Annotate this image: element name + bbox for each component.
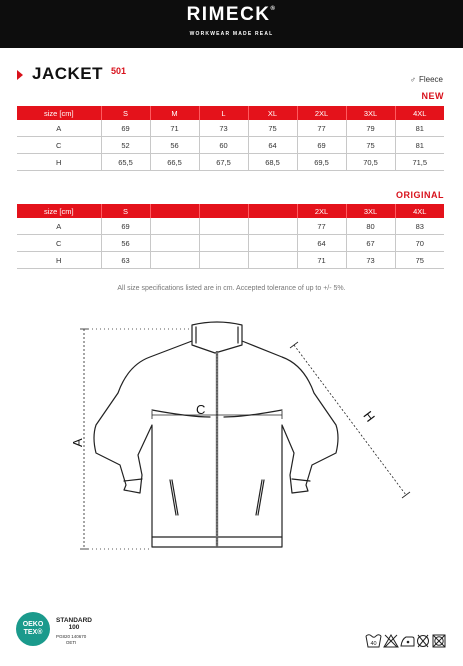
care-symbols xyxy=(365,632,447,650)
dimension-h-line xyxy=(294,345,406,495)
standard-line1: STANDARD xyxy=(56,617,92,624)
tex-label: TEX® xyxy=(23,629,43,636)
dimension-h-tick-top xyxy=(290,342,298,348)
certificate-line2: OETI xyxy=(65,640,77,645)
table-cell: 68,5 xyxy=(248,154,297,171)
table-cell: 69,5 xyxy=(297,154,346,171)
tolerance-note: All size specifications listed are in cm. Accepted tolerance of up to +/- 5%. xyxy=(117,285,346,292)
brand-name: RIMECK xyxy=(186,4,271,25)
table-cell: 73 xyxy=(199,120,248,137)
table-cell: 83 xyxy=(395,218,444,235)
no-bleach-icon xyxy=(384,635,398,647)
table-row xyxy=(17,252,444,269)
table-header-row xyxy=(17,204,444,218)
header-cell: L xyxy=(199,106,248,120)
oeko-tex-badge xyxy=(16,612,50,646)
brand-header xyxy=(0,0,463,48)
no-tumble-dry-icon xyxy=(433,635,445,647)
table-cell: 52 xyxy=(101,137,150,154)
header-cell: size [cm] xyxy=(17,106,101,120)
product-title: JACKET xyxy=(32,64,104,83)
title-arrow-icon xyxy=(17,70,23,80)
table-cell: H xyxy=(17,252,101,269)
table-cell: 70 xyxy=(395,235,444,252)
table-cell: H xyxy=(17,154,101,171)
brand-reg-mark: ® xyxy=(270,6,277,12)
no-dry-clean-icon xyxy=(418,635,429,647)
wash-40-icon xyxy=(366,635,381,647)
standard-line2: 100 xyxy=(68,624,80,631)
table-cell: 65,5 xyxy=(101,154,150,171)
dimension-a-label: A xyxy=(70,438,85,447)
header-cell: M xyxy=(150,106,199,120)
header-cell: 2XL xyxy=(297,106,346,120)
header-cell-empty xyxy=(150,204,199,218)
header-cell: 3XL xyxy=(346,204,395,218)
table-cell xyxy=(199,252,248,269)
table-cell: 80 xyxy=(346,218,395,235)
table-cell: 56 xyxy=(101,235,150,252)
wash-temp-label: 40 xyxy=(370,641,377,647)
header-cell: XL xyxy=(248,106,297,120)
table-cell: 71,5 xyxy=(395,154,444,171)
table-cell: C xyxy=(17,235,101,252)
table-cell: 75 xyxy=(395,252,444,269)
table-row xyxy=(17,154,444,171)
table-cell: 64 xyxy=(297,235,346,252)
header-cell: size [cm] xyxy=(17,204,101,218)
table-cell xyxy=(150,235,199,252)
header-cell: 3XL xyxy=(346,106,395,120)
table-cell: 73 xyxy=(346,252,395,269)
iron-low-icon xyxy=(401,637,414,646)
table-cell: 66,5 xyxy=(150,154,199,171)
dimension-h-label: H xyxy=(360,408,379,425)
male-icon: ♂ xyxy=(409,75,416,84)
table-cell: 79 xyxy=(346,120,395,137)
table-cell xyxy=(199,235,248,252)
certificate-line1: PG820 140670 xyxy=(56,634,87,639)
table-cell: 70,5 xyxy=(346,154,395,171)
table-cell: 81 xyxy=(395,137,444,154)
table-cell xyxy=(248,218,297,235)
table-cell xyxy=(248,235,297,252)
table-cell: A xyxy=(17,218,101,235)
table-cell: 63 xyxy=(101,252,150,269)
header-cell-empty xyxy=(199,204,248,218)
table-cell: 67,5 xyxy=(199,154,248,171)
table-cell: 71 xyxy=(150,120,199,137)
table-cell xyxy=(199,218,248,235)
size-table-original xyxy=(17,204,444,269)
header-cell: 4XL xyxy=(395,106,444,120)
table-cell: 71 xyxy=(297,252,346,269)
table-cell xyxy=(150,252,199,269)
header-cell: 4XL xyxy=(395,204,444,218)
table-cell: 77 xyxy=(297,218,346,235)
header-cell: S xyxy=(101,204,150,218)
dimension-h-tick-bottom xyxy=(402,492,410,498)
table-cell: C xyxy=(17,137,101,154)
table-cell xyxy=(248,252,297,269)
table-row xyxy=(17,218,444,235)
table-cell: 60 xyxy=(199,137,248,154)
table-cell: 81 xyxy=(395,120,444,137)
dimension-a xyxy=(80,329,192,549)
new-tag: NEW xyxy=(421,91,444,101)
brand-logo xyxy=(0,4,463,26)
dimension-c-label: C xyxy=(196,402,206,417)
table-row xyxy=(17,120,444,137)
table-cell xyxy=(150,218,199,235)
size-table-new xyxy=(17,106,444,171)
header-cell: S xyxy=(101,106,150,120)
brand-tagline: WORKWEAR MADE REAL xyxy=(189,31,274,37)
header-cell: 2XL xyxy=(297,204,346,218)
table-cell: 75 xyxy=(248,120,297,137)
product-code: 501 xyxy=(111,66,127,76)
material-label: Fleece xyxy=(418,75,443,84)
table-cell: 69 xyxy=(101,120,150,137)
product-gender-material xyxy=(410,75,443,84)
table-header-row xyxy=(17,106,444,120)
standard-label xyxy=(56,617,92,631)
original-tag: ORIGINAL xyxy=(396,190,444,200)
table-row xyxy=(17,235,444,252)
yoke-seam-right xyxy=(224,410,282,417)
cuff-left-top xyxy=(124,479,142,481)
collar-outline xyxy=(192,322,242,353)
certificate-label xyxy=(56,634,86,646)
header-cell-empty xyxy=(248,204,297,218)
table-cell: 75 xyxy=(346,137,395,154)
dimension-h xyxy=(290,342,410,498)
table-cell: 77 xyxy=(297,120,346,137)
table-cell: 64 xyxy=(248,137,297,154)
table-row xyxy=(17,137,444,154)
jacket-drawing xyxy=(0,315,463,605)
table-cell: 67 xyxy=(346,235,395,252)
table-cell: 69 xyxy=(297,137,346,154)
table-cell: 56 xyxy=(150,137,199,154)
oeko-label: OEKO xyxy=(22,621,44,628)
table-cell: A xyxy=(17,120,101,137)
table-cell: 69 xyxy=(101,218,150,235)
